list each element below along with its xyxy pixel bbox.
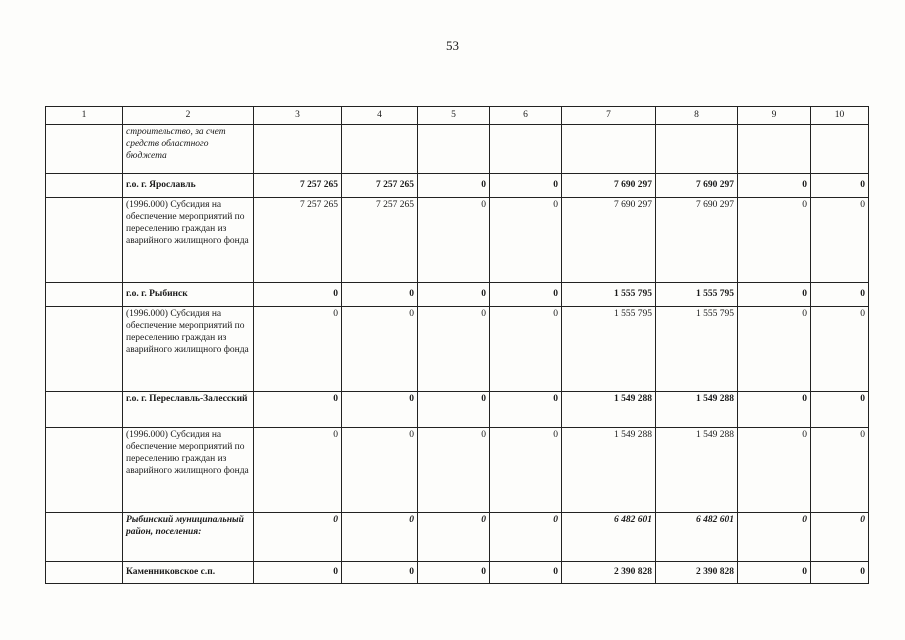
table-cell: 0 [811, 562, 869, 584]
table-cell: 0 [490, 428, 562, 513]
header-row [46, 107, 869, 125]
table-cell: 0 [418, 307, 490, 392]
table-cell: 7 690 297 [562, 174, 656, 198]
column-header: 8 [656, 107, 738, 125]
table-cell: 0 [342, 392, 418, 428]
table-cell: 0 [418, 198, 490, 283]
row-description: (1996.000) Субсидия на обеспечение мероприятий по переселению граждан из аварийного жилищного фонда [123, 428, 254, 513]
row-description: Рыбинский муниципальный район, поселения: [123, 513, 254, 562]
page-number: 53 [446, 38, 459, 53]
column-header: 2 [123, 107, 254, 125]
table-cell: 0 [254, 392, 342, 428]
row-description: (1996.000) Субсидия на обеспечение мероприятий по переселению граждан из аварийного жилищного фонда [123, 307, 254, 392]
table-cell [738, 125, 811, 174]
table-cell: 0 [418, 428, 490, 513]
table-cell [46, 428, 123, 513]
table-row [46, 174, 869, 198]
table-cell [418, 125, 490, 174]
table-cell: 0 [738, 392, 811, 428]
table-row [46, 562, 869, 584]
table-cell: 0 [342, 428, 418, 513]
table-cell: 7 257 265 [342, 198, 418, 283]
table-cell: 0 [342, 513, 418, 562]
table-cell: 0 [490, 513, 562, 562]
table-cell: 0 [342, 307, 418, 392]
table-cell: 0 [418, 283, 490, 307]
column-header: 3 [254, 107, 342, 125]
table-cell: 0 [738, 428, 811, 513]
table-cell: 0 [738, 174, 811, 198]
table-row [46, 198, 869, 283]
table-cell: 0 [418, 513, 490, 562]
column-header: 5 [418, 107, 490, 125]
table-cell: 0 [738, 562, 811, 584]
table-row [46, 307, 869, 392]
table-cell: 0 [342, 283, 418, 307]
table-cell: 7 257 265 [254, 174, 342, 198]
table-cell: 0 [738, 283, 811, 307]
table-cell [811, 125, 869, 174]
table-cell: 0 [418, 562, 490, 584]
table-row [46, 283, 869, 307]
table-cell: 0 [490, 198, 562, 283]
table-cell [46, 283, 123, 307]
table-row [46, 392, 869, 428]
table-cell: 7 690 297 [562, 198, 656, 283]
table-cell: 7 257 265 [254, 198, 342, 283]
table-cell: 1 555 795 [656, 307, 738, 392]
column-header: 6 [490, 107, 562, 125]
table-cell: 0 [738, 513, 811, 562]
row-description: (1996.000) Субсидия на обеспечение мероприятий по переселению граждан из аварийного жилищного фонда [123, 198, 254, 283]
table-cell: 1 555 795 [656, 283, 738, 307]
table-cell: 1 549 288 [562, 392, 656, 428]
table-cell: 0 [738, 307, 811, 392]
table-cell [46, 392, 123, 428]
table-cell: 0 [490, 174, 562, 198]
row-description: г.о. г. Ярославль [123, 174, 254, 198]
table-cell: 2 390 828 [562, 562, 656, 584]
table-cell: 0 [811, 513, 869, 562]
table-row [46, 428, 869, 513]
row-description: Каменниковское с.п. [123, 562, 254, 584]
table-cell: 6 482 601 [562, 513, 656, 562]
table-cell: 7 257 265 [342, 174, 418, 198]
table-cell: 0 [811, 307, 869, 392]
table-cell: 7 690 297 [656, 198, 738, 283]
table-cell [46, 513, 123, 562]
table-cell: 1 555 795 [562, 307, 656, 392]
table-cell: 0 [490, 307, 562, 392]
table-row [46, 513, 869, 562]
row-description: г.о. г. Переславль-Залесский [123, 392, 254, 428]
table-cell: 1 549 288 [562, 428, 656, 513]
budget-table [45, 106, 869, 584]
table-cell: 0 [811, 198, 869, 283]
table-cell [46, 562, 123, 584]
table-cell [656, 125, 738, 174]
table-cell [342, 125, 418, 174]
column-header: 9 [738, 107, 811, 125]
table-cell: 0 [418, 174, 490, 198]
table-cell: 0 [490, 562, 562, 584]
table-cell: 0 [342, 562, 418, 584]
table-cell: 0 [811, 283, 869, 307]
table-cell: 0 [811, 428, 869, 513]
table-cell [46, 125, 123, 174]
row-description: г.о. г. Рыбинск [123, 283, 254, 307]
table-cell: 0 [490, 392, 562, 428]
table-cell: 1 549 288 [656, 428, 738, 513]
table-cell: 0 [254, 307, 342, 392]
table-cell [254, 125, 342, 174]
table-cell: 1 549 288 [656, 392, 738, 428]
table-cell: 0 [254, 562, 342, 584]
table-row [46, 125, 869, 174]
table-cell [46, 198, 123, 283]
column-header: 10 [811, 107, 869, 125]
table-cell [46, 307, 123, 392]
column-header: 4 [342, 107, 418, 125]
table-cell: 7 690 297 [656, 174, 738, 198]
table-cell [490, 125, 562, 174]
table-cell: 0 [418, 392, 490, 428]
table-cell: 0 [254, 428, 342, 513]
table-cell: 1 555 795 [562, 283, 656, 307]
table-cell: 0 [490, 283, 562, 307]
column-header: 1 [46, 107, 123, 125]
table-cell: 0 [811, 392, 869, 428]
table-cell: 0 [254, 513, 342, 562]
table-cell: 0 [738, 198, 811, 283]
column-header: 7 [562, 107, 656, 125]
row-description: строительство, за счет средств областного бюджета [123, 125, 254, 174]
table-cell: 2 390 828 [656, 562, 738, 584]
table-cell: 0 [811, 174, 869, 198]
table-cell: 0 [254, 283, 342, 307]
table-cell: 6 482 601 [656, 513, 738, 562]
table-cell [46, 174, 123, 198]
table-cell [562, 125, 656, 174]
